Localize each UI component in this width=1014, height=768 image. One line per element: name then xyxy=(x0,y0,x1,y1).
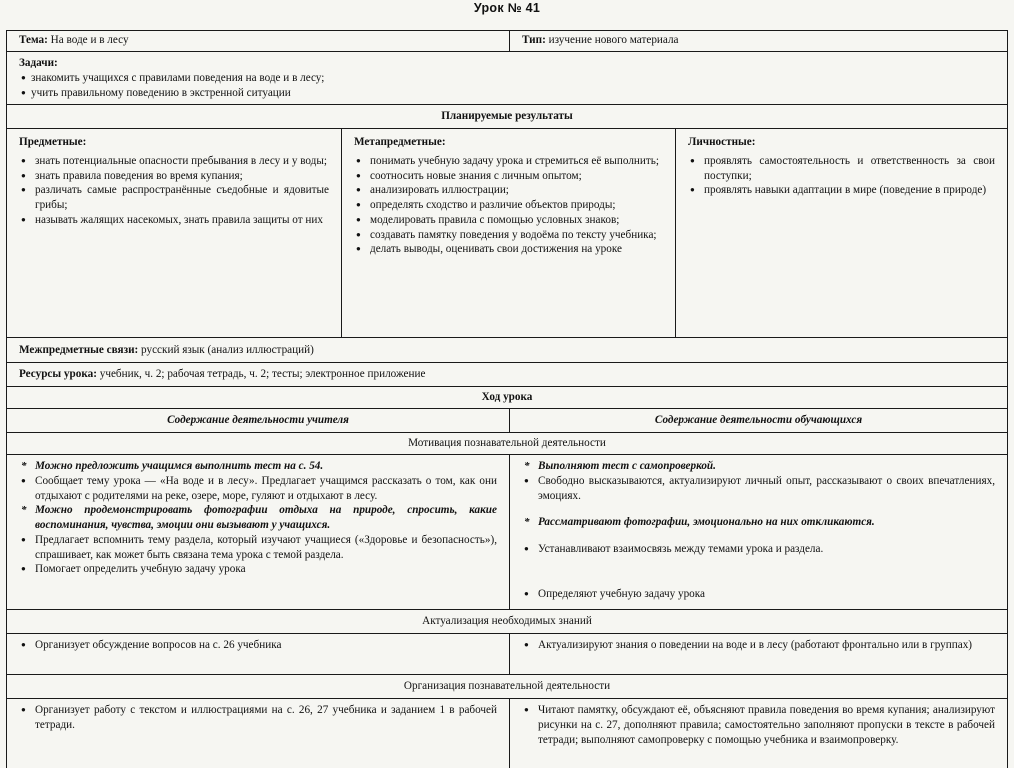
teacher-activity-item: * Можно предложить учащимся выполнить тест на с. 54. xyxy=(19,459,497,474)
meta-result-item: ● понимать учебную задачу урока и стремиться её выполнить; xyxy=(354,154,663,169)
task-item: ● учить правильному поведению в экстренной ситуации xyxy=(19,86,995,101)
task-item: ● знакомить учащихся с правилами поведения на воде и в лесу; xyxy=(19,71,995,86)
interdisciplinary-row xyxy=(7,338,1007,363)
student-column-header: Содержание деятельности обучающихся xyxy=(509,409,1007,432)
lesson-title: Урок № 41 xyxy=(473,1,541,15)
stage-content-row xyxy=(7,634,1007,675)
personal-results-cell xyxy=(675,129,1007,337)
subject-result-item: ● знать потенциальные опасности пребывания в лесу и у воды; xyxy=(19,154,329,169)
stage-content-row xyxy=(7,455,1007,610)
interdisciplinary-cell xyxy=(7,341,1007,360)
student-activity-list xyxy=(522,638,995,653)
interdisciplinary-value: русский язык (анализ иллюстраций) xyxy=(141,343,314,356)
student-activity-cell xyxy=(509,699,1007,768)
meta-result-item: ● делать выводы, оценивать свои достижения на уроке xyxy=(354,242,663,257)
student-activity-item: * Рассматривают фотографии, эмоционально на них откликаются. xyxy=(522,515,995,530)
tasks-list xyxy=(19,71,995,101)
personal-result-item: ● проявлять самостоятельность и ответственность за свои поступки; xyxy=(688,154,995,184)
type-value: изучение нового материала xyxy=(548,34,679,46)
course-columns-row xyxy=(7,409,1007,433)
student-activity-cell xyxy=(509,634,1007,674)
resources-value: учебник, ч. 2; рабочая тетрадь, ч. 2; тесты; электронное приложение xyxy=(99,368,426,381)
resources-cell xyxy=(7,365,1007,384)
student-activity-list xyxy=(522,459,995,602)
student-activity-item: ● Актуализируют знания о поведении на воде и в лесу (работают фронтально или в группах) xyxy=(522,638,995,653)
student-activity-item: ● Свободно высказываются, актуализируют личный опыт, рассказывают о своих впечатлениях, эмоциях. xyxy=(522,474,995,504)
student-activity-list xyxy=(522,703,995,747)
teacher-activity-item: ● Помогает определить учебную задачу урока xyxy=(19,562,497,577)
meta-result-item: ● анализировать иллюстрации; xyxy=(354,183,663,198)
subject-results-cell xyxy=(7,129,341,337)
meta-results-cell xyxy=(341,129,675,337)
student-activity-cell xyxy=(509,455,1007,609)
teacher-activity-cell xyxy=(7,455,509,609)
planned-results-row xyxy=(7,129,1007,338)
subject-results-list xyxy=(19,154,329,228)
meta-result-item: ● определять сходство и различие объектов природы; xyxy=(354,198,663,213)
teacher-activity-item: ● Организует работу с текстом и иллюстрациями на с. 26, 27 учебника и заданием 1 в рабочей тетради. xyxy=(19,703,497,733)
resources-label: Ресурсы урока: xyxy=(19,368,97,381)
planned-results-heading: Планируемые результаты xyxy=(441,110,573,123)
meta-result-item: ● создавать памятку поведения у водоёма по тексту учебника; xyxy=(354,228,663,243)
meta-results-list xyxy=(354,154,663,257)
stage-title-row xyxy=(7,433,1007,455)
planned-results-heading-row xyxy=(7,105,1007,129)
teacher-column-header: Содержание деятельности учителя xyxy=(167,414,349,426)
student-activity-item: ● Читают памятку, обсуждают её, объясняют правила поведения во время купания; анализируют рисунки на с. 27, дополняют правила; самостоятельно заполняют пропуски в тексте в рабочей тетради; выполняют самопроверку с помощью учебника и взаимопроверку. xyxy=(522,703,995,747)
subject-results-label: Предметные: xyxy=(19,136,87,148)
student-activity-item: ● Определяют учебную задачу урока xyxy=(522,587,995,602)
tasks-cell xyxy=(7,52,1007,104)
type-label: Тип: xyxy=(522,34,546,46)
meta-result-item: ● соотносить новые знания с личным опытом; xyxy=(354,169,663,184)
type-cell xyxy=(509,31,1007,51)
teacher-activity-item: * Можно продемонстрировать фотографии отдыха на природе, спросить, какие воспоминания, чувства, эмоции они вызывают у учащихся. xyxy=(19,503,497,533)
subject-result-item: ● называть жалящих насекомых, знать правила защиты от них xyxy=(19,213,329,228)
stage-title: Мотивация познавательной деятельности xyxy=(408,437,606,450)
personal-results-label: Личностные: xyxy=(688,136,756,148)
student-activity-item: * Выполняют тест с самопроверкой. xyxy=(522,459,995,474)
teacher-activity-list xyxy=(19,459,497,577)
course-heading-row xyxy=(7,387,1007,409)
meta-results-label: Метапредметные: xyxy=(354,136,446,148)
teacher-activity-item: ● Организует обсуждение вопросов на с. 26 учебника xyxy=(19,638,497,653)
subject-result-item: ● знать правила поведения во время купания; xyxy=(19,169,329,184)
stage-title: Актуализация необходимых знаний xyxy=(422,615,592,628)
stage-content-row xyxy=(7,699,1007,768)
tasks-row xyxy=(7,52,1007,105)
personal-result-item: ● проявлять навыки адаптации в мире (поведение в природе) xyxy=(688,183,995,198)
teacher-activity-cell xyxy=(7,634,509,674)
interdisciplinary-label: Межпредметные связи: xyxy=(19,343,139,356)
student-activity-item: ● Устанавливают взаимосвязь между темами урока и раздела. xyxy=(522,542,995,557)
subject-result-item: ● различать самые распространённые съедобные и ядовитые грибы; xyxy=(19,183,329,213)
teacher-activity-list xyxy=(19,703,497,733)
topic-cell xyxy=(7,31,509,51)
meta-result-item: ● моделировать правила с помощью условных знаков; xyxy=(354,213,663,228)
topic-label: Тема: xyxy=(19,34,48,46)
topic-row xyxy=(7,31,1007,52)
teacher-activity-item: ● Предлагает вспомнить тему раздела, который изучают учащиеся («Здоровье и безопасность»), спрашивает, как может быть связана тема урока с темой раздела. xyxy=(19,533,497,563)
stage-title-row xyxy=(7,610,1007,634)
tasks-label: Задачи: xyxy=(19,57,58,69)
course-heading: Ход урока xyxy=(481,391,533,404)
stage-title-row xyxy=(7,675,1007,699)
personal-results-list xyxy=(688,154,995,198)
lesson-plan-table xyxy=(6,30,1008,768)
stage-title: Организация познавательной деятельности xyxy=(403,680,611,693)
topic-value: На воде и в лесу xyxy=(50,34,129,46)
teacher-activity-cell xyxy=(7,699,509,768)
resources-row xyxy=(7,363,1007,387)
teacher-activity-list xyxy=(19,638,497,653)
teacher-activity-item: ● Сообщает тему урока — «На воде и в лесу». Предлагает учащимся рассказать о том, как они отдыхают с родителями на реке, озере, море, гуляют и отдыхают в лесу. xyxy=(19,474,497,504)
